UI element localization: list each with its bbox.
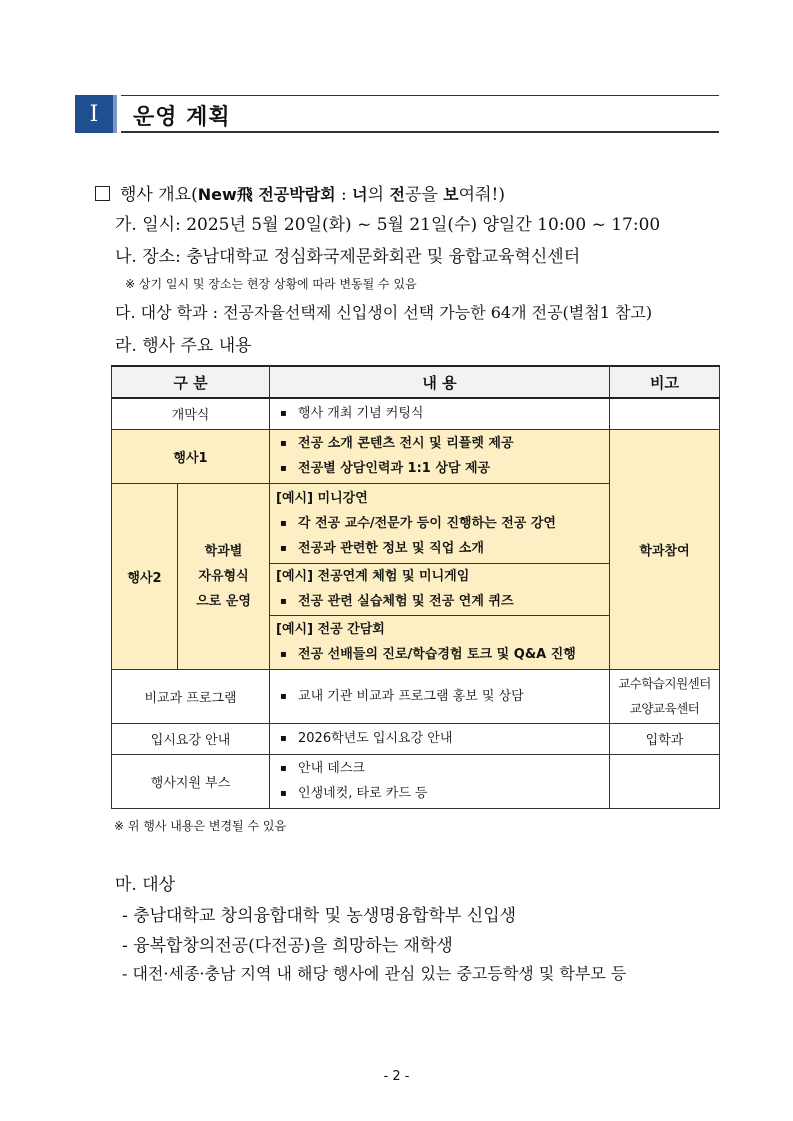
nonsubject-content: ▪ 교내 기관 비교과 프로그램 홍보 및 상담 xyxy=(276,684,603,709)
section-rule-top xyxy=(121,95,719,96)
event1-label: 행사1 xyxy=(112,429,270,483)
item-place: 나. 장소: 충남대학교 정심화국제문화회관 및 융합교육혁신센터 xyxy=(115,247,581,267)
event-name: New飛 전공박람회 xyxy=(197,185,336,204)
table-row xyxy=(112,398,720,429)
list-item: ▪ 안내 데스크 xyxy=(276,756,603,781)
table-row xyxy=(112,754,720,808)
event2-sublabel xyxy=(178,483,270,669)
section-title: 운영 계획 xyxy=(133,105,231,130)
nonsubject-label: 비교과 프로그램 xyxy=(112,669,270,723)
item-date: 가. 일시: 2025년 5월 20일(화) ~ 5월 21일(수) 양일간 10:00 ~ 17:00 xyxy=(115,215,661,235)
header-note: 비고 xyxy=(610,366,720,398)
item-target-dept: 다. 대상 학과 : 전공자율선택제 신입생이 선택 가능한 64개 전공(별첨1 참고) xyxy=(115,303,653,322)
table-row xyxy=(112,429,720,483)
table-footnote: ※ 위 행사 내용은 변경될 수 있음 xyxy=(114,819,287,833)
header-category: 구 분 xyxy=(112,366,270,398)
opening-note xyxy=(610,398,720,429)
overview-sep: : xyxy=(335,185,353,205)
acrostic-text-1: 의 xyxy=(367,185,390,205)
admission-note: 입학과 xyxy=(610,723,720,754)
table-header-row xyxy=(112,366,720,398)
list-item: ▪ 전공 소개 콘텐츠 전시 및 리플렛 제공 xyxy=(276,431,603,456)
page-number: - 2 - xyxy=(383,1069,410,1084)
audience-line: - 융복합창의전공(다전공)을 희망하는 재학생 xyxy=(122,936,453,956)
acrostic-3: 보 xyxy=(443,185,459,204)
event-table xyxy=(111,365,720,809)
example-title: [예시] 전공연계 체험 및 미니게임 xyxy=(276,569,470,584)
table-row xyxy=(112,723,720,754)
event2-label: 행사2 xyxy=(112,483,178,669)
overview-prefix: 행사 개요( xyxy=(120,185,198,205)
example-title: [예시] 미니강연 xyxy=(276,490,368,506)
list-item: ▪ 전공과 관련한 정보 및 직업 소개 xyxy=(276,536,603,561)
sublabel-line: 학과별 xyxy=(204,543,243,559)
acrostic-text-2: 공을 xyxy=(404,185,444,205)
admission-label: 입시요강 안내 xyxy=(112,723,270,754)
note-line: 교양교육센터 xyxy=(629,701,700,716)
note-line: 교수학습지원센터 xyxy=(618,676,711,691)
audience-line: - 충남대학교 창의융합대학 및 농생명융합학부 신입생 xyxy=(122,906,517,926)
list-item: ▪ 전공 선배들의 진로/학습경험 토크 및 Q&A 진행 xyxy=(276,642,603,667)
sublabel-line: 으로 운영 xyxy=(196,593,251,609)
acrostic-2: 전 xyxy=(389,185,405,204)
support-note xyxy=(610,754,720,808)
acrostic-text-3: 여줘!) xyxy=(458,185,505,205)
list-item: ▪ 전공별 상담인력과 1:1 상담 제공 xyxy=(276,456,603,481)
opening-label: 개막식 xyxy=(112,398,270,429)
sublabel-line: 자유형식 xyxy=(198,568,249,584)
item-contents: 라. 행사 주요 내용 xyxy=(115,336,252,356)
event-note: 학과참여 xyxy=(610,429,720,669)
list-item: ▪ 전공 관련 실습체험 및 전공 연계 퀴즈 xyxy=(276,589,603,614)
place-note: ※ 상기 일시 및 장소는 현장 상황에 따라 변동될 수 있음 xyxy=(125,277,417,291)
header-content: 내 용 xyxy=(270,366,610,398)
example-title: [예시] 전공 간담회 xyxy=(276,622,385,637)
opening-content: ▪ 행사 개최 기념 커팅식 xyxy=(276,401,603,426)
overview-title xyxy=(95,180,505,205)
support-label: 행사지원 부스 xyxy=(112,754,270,808)
section-rule-bottom xyxy=(121,131,719,133)
nonsubject-note xyxy=(610,669,720,723)
table-row xyxy=(112,669,720,723)
acrostic-1: 너 xyxy=(352,185,368,204)
list-item: ▪ 각 전공 교수/전문가 등이 진행하는 전공 강연 xyxy=(276,511,603,536)
checkbox-square-icon xyxy=(95,186,110,201)
section-number: I xyxy=(75,95,117,133)
admission-content: ▪ 2026학년도 입시요강 안내 xyxy=(276,726,603,751)
list-item: ▪ 인생네컷, 타로 카드 등 xyxy=(276,781,603,806)
audience-title: 마. 대상 xyxy=(115,875,176,895)
audience-line: - 대전·세종·충남 지역 내 해당 행사에 관심 있는 중고등학생 및 학부모 등 xyxy=(122,964,627,983)
